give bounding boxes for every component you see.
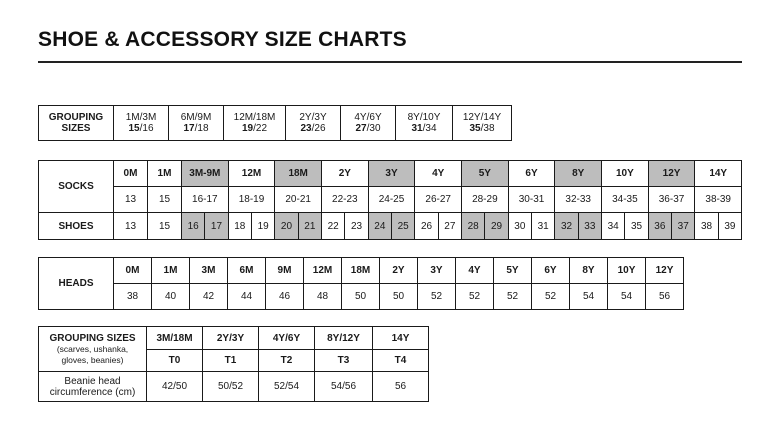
beanie-grouping-header [39,327,147,372]
shoe-size-cell: 21 [298,213,321,240]
grouping-size-rest: /26 [311,123,326,134]
grouping-size-label: 1M/3M [125,112,157,123]
age-header-cell: 18M [275,161,322,187]
grouping-size-rest: /22 [253,123,268,134]
beanie-value-cell: 52/54 [259,372,315,402]
beanie-group-cell: 8Y/12Y [315,327,373,350]
grouping-size-cell [453,106,512,141]
grouping-sizes-header [39,106,114,141]
age-header-cell: 3Y [368,161,415,187]
head-size-cell: 48 [304,284,342,310]
age-header-cell: 6Y [508,161,555,187]
shoe-size-cell: 38 [695,213,718,240]
table-row [39,258,684,284]
head-size-cell: 38 [114,284,152,310]
shoe-size-cell: 39 [718,213,741,240]
shoe-size-cell: 30 [508,213,531,240]
beanie-value-cell: 54/56 [315,372,373,402]
beanie-group-cell: 14Y [373,327,429,350]
sock-size-cell: 32-33 [555,187,602,213]
sock-size-cell: 34-35 [602,187,649,213]
grouping-size-cell [286,106,341,141]
head-size-cell: 52 [532,284,570,310]
shoe-size-cell: 36 [648,213,671,240]
table-row [39,372,429,402]
sock-size-cell: 16-17 [182,187,229,213]
beanie-code-cell: T1 [203,350,259,372]
grouping-size-label: 6M/9M [180,112,212,123]
age-header-cell: 12M [228,161,275,187]
shoe-size-cell: 19 [251,213,274,240]
beanie-group-cell: 2Y/3Y [203,327,259,350]
grouping-size-label: 2Y/3Y [299,112,327,123]
heads-age-cell: 6M [228,258,266,284]
heads-age-cell: 10Y [608,258,646,284]
head-size-cell: 40 [152,284,190,310]
shoe-size-cell: 23 [345,213,368,240]
grouping-size-bold: 27 [355,123,367,134]
grouping-size-cell [224,106,286,141]
heads-age-cell: 9M [266,258,304,284]
grouping-size-bold: 19 [241,123,254,134]
grouping-size-cell [114,106,169,141]
head-size-cell: 54 [570,284,608,310]
sock-size-cell: 13 [114,187,148,213]
table-row [39,161,742,187]
age-header-cell: 1M [148,161,182,187]
shoe-size-cell: 29 [485,213,508,240]
shoe-size-cell: 17 [205,213,228,240]
shoe-size-cell: 32 [555,213,578,240]
shoe-size-cell: 24 [368,213,391,240]
head-size-cell: 54 [608,284,646,310]
heads-age-cell: 3Y [418,258,456,284]
head-size-cell: 52 [494,284,532,310]
grouping-size-rest: /16 [139,123,154,134]
age-header-cell: 0M [114,161,148,187]
shoe-size-cell: 20 [275,213,298,240]
table-row [39,327,429,350]
sock-size-cell: 38-39 [695,187,742,213]
shoe-size-cell: 35 [625,213,648,240]
age-header-cell: 14Y [695,161,742,187]
beanie-code-cell: T2 [259,350,315,372]
table-row [39,106,512,141]
sock-size-cell: 22-23 [322,187,369,213]
beanie-code-cell: T3 [315,350,373,372]
beanie-header-title: GROUPING SIZES [49,332,136,344]
heads-age-cell: 12M [304,258,342,284]
head-size-cell: 42 [190,284,228,310]
grouping-size-rest: /30 [366,123,381,134]
grouping-size-rest: /38 [480,123,495,134]
text-line: GROUPING [48,112,104,123]
age-header-cell: 5Y [462,161,509,187]
head-size-cell: 52 [456,284,494,310]
beanie-code-cell: T0 [147,350,203,372]
grouping-size-cell [169,106,224,141]
sock-size-cell: 30-31 [508,187,555,213]
heads-age-cell: 4Y [456,258,494,284]
shoe-size-cell: 18 [228,213,251,240]
table-row [39,213,742,240]
age-header-cell: 8Y [555,161,602,187]
heads-age-cell: 2Y [380,258,418,284]
heads-age-cell: 8Y [570,258,608,284]
grouping-size-bold: 23 [300,123,312,134]
shoe-size-cell: 33 [578,213,601,240]
heads-age-cell: 3M [190,258,228,284]
grouping-size-cell [396,106,453,141]
beanie-value-cell: 50/52 [203,372,259,402]
shoe-size-cell: 25 [392,213,415,240]
text-line: SIZES [61,123,91,134]
heads-age-cell: 6Y [532,258,570,284]
head-size-cell: 52 [418,284,456,310]
shoe-size-cell: 13 [114,213,148,240]
grouping-size-bold: 17 [183,123,195,134]
age-header-cell: 12Y [648,161,695,187]
grouping-size-bold: 15 [128,123,140,134]
beanie-value-cell: 42/50 [147,372,203,402]
heads-age-cell: 12Y [646,258,684,284]
grouping-size-bold: 35 [469,123,481,134]
shoe-size-cell: 26 [415,213,438,240]
grouping-size-label: 4Y/6Y [354,112,382,123]
sock-size-cell: 28-29 [462,187,509,213]
beanie-header-sub: (scarves, ushanka, gloves, beanies) [56,343,129,365]
title-divider [38,61,742,63]
heads-age-cell: 18M [342,258,380,284]
age-header-cell: 3M-9M [182,161,229,187]
age-header-cell: 10Y [602,161,649,187]
table-row [39,187,742,213]
shoe-size-cell: 15 [148,213,182,240]
shoe-size-cell: 28 [462,213,485,240]
shoe-size-cell: 22 [322,213,345,240]
sock-size-cell: 15 [148,187,182,213]
head-size-cell: 44 [228,284,266,310]
grouping-size-rest: /34 [422,123,437,134]
heads-age-cell: 0M [114,258,152,284]
socks-label: SOCKS [39,161,114,213]
shoe-size-cell: 37 [672,213,695,240]
grouping-size-bold: 31 [411,123,423,134]
sock-size-cell: 18-19 [228,187,275,213]
beanie-row-label: Beanie head circumference (cm) [39,372,147,402]
beanie-value-cell: 56 [373,372,429,402]
heads-label: HEADS [39,258,114,310]
grouping-size-label: 12Y/14Y [462,112,502,123]
head-size-cell: 46 [266,284,304,310]
head-size-cell: 56 [646,284,684,310]
heads-age-cell: 1M [152,258,190,284]
age-header-cell: 2Y [322,161,369,187]
grouping-size-label: 12M/18M [233,112,276,123]
socks-shoes-table [38,160,742,240]
shoe-size-cell: 31 [532,213,555,240]
head-size-cell: 50 [380,284,418,310]
table-row [39,284,684,310]
beanie-group-cell: 4Y/6Y [259,327,315,350]
page-title: SHOE & ACCESSORY SIZE CHARTS [38,28,407,51]
heads-age-cell: 5Y [494,258,532,284]
shoe-size-cell: 34 [602,213,625,240]
sock-size-cell: 36-37 [648,187,695,213]
grouping-sizes-table [38,105,512,141]
shoe-size-cell: 27 [438,213,461,240]
grouping-size-cell [341,106,396,141]
heads-table [38,257,684,310]
age-header-cell: 4Y [415,161,462,187]
shoes-label: SHOES [39,213,114,240]
sock-size-cell: 24-25 [368,187,415,213]
sock-size-cell: 20-21 [275,187,322,213]
shoe-size-cell: 16 [182,213,205,240]
grouping-size-label: 8Y/10Y [407,112,441,123]
beanie-code-cell: T4 [373,350,429,372]
beanie-group-cell: 3M/18M [147,327,203,350]
head-size-cell: 50 [342,284,380,310]
sock-size-cell: 26-27 [415,187,462,213]
beanie-grouping-table [38,326,429,402]
grouping-size-rest: /18 [194,123,209,134]
